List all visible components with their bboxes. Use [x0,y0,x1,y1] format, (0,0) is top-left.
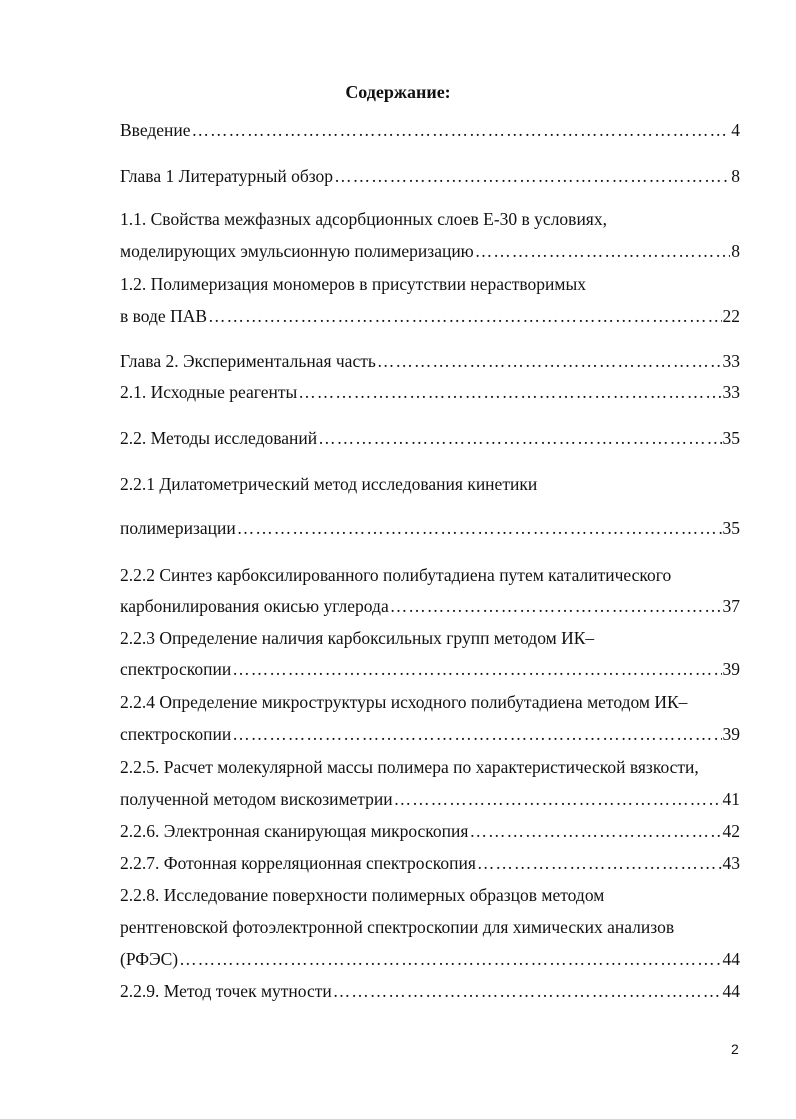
toc-entry-page: 35 [722,428,740,448]
dot-leader [394,788,722,810]
toc-entry-page: 39 [722,659,740,679]
toc-entry-page: 44 [722,981,740,1001]
dot-leader [477,852,722,874]
toc-entry-2-2-3 [120,658,740,680]
toc-entry-label: (РФЭС) [120,949,179,969]
toc-entry-page: 35 [722,518,740,538]
toc-entry-page: 33 [722,351,740,371]
dot-leader [475,240,730,262]
dot-leader [179,948,721,970]
toc-entry-label: 2.2.9. Метод точек мутности [120,981,332,1001]
page-number: 2 [731,1041,739,1057]
toc-entry-chapter-1 [120,165,740,187]
toc-entry-2-2-2-line-1: 2.2.2 Синтез карбоксилированного полибутадиена путем каталитического [120,565,672,585]
toc-entry-page: 33 [722,382,740,402]
toc-entry-page: 43 [722,853,740,873]
toc-entry-2-2-4-line-1: 2.2.4 Определение микроструктуры исходного полибутадиена методом ИК– [120,692,688,712]
toc-entry-2-2-8 [120,948,740,970]
toc-entry-label: спектроскопии [120,724,232,744]
dot-leader [333,980,722,1002]
toc-entry-label: Глава 1 Литературный обзор [120,166,334,186]
dot-leader [318,427,721,449]
toc-entry-2-2-8-line-1: 2.2.8. Исследование поверхности полимерных образцов методом [120,885,605,905]
toc-entry-1-1 [120,240,740,262]
dot-leader [208,305,721,327]
toc-entry-1-2-line-1: 1.2. Полимеризация мономеров в присутствии нерастворимых [120,274,586,294]
dot-leader [469,820,721,842]
dot-leader [298,381,721,403]
toc-entry-page: 22 [722,306,740,326]
dot-leader [232,658,721,680]
toc-entry-2-2-7 [120,852,740,874]
toc-entry-2-2-8-line-2: рентгеновской фотоэлектронной спектроскопии для химических анализов [120,917,675,937]
toc-entry-introduction [120,119,740,141]
toc-entry-label: Введение [120,120,191,140]
toc-entry-2-2-5-line-1: 2.2.5. Расчет молекулярной массы полимера по характеристической вязкости, [120,757,699,777]
toc-entry-chapter-2 [120,350,740,372]
toc-entry-page: 37 [722,596,740,616]
toc-title: Содержание: [345,82,451,102]
toc-entry-label: 2.1. Исходные реагенты [120,382,298,402]
toc-entry-page: 8 [731,241,740,261]
toc-entry-2-2-4 [120,723,740,745]
toc-entry-2-2-2 [120,595,740,617]
dot-leader [232,723,721,745]
toc-entry-label: 2.2.7. Фотонная корреляционная спектроскопия [120,853,476,873]
toc-entry-label: 2.2. Методы исследований [120,428,318,448]
toc-entry-2-2-3-line-1: 2.2.3 Определение наличия карбоксильных групп методом ИК– [120,628,595,648]
toc-entry-2-2-6 [120,820,740,842]
dot-leader [377,350,722,372]
toc-entry-2-2-1 [120,517,740,539]
toc-entry-page: 39 [722,724,740,744]
toc-entry-2-2-1-line-1: 2.2.1 Дилатометрический метод исследования кинетики [120,474,538,494]
toc-entry-label: моделирующих эмульсионную полимеризацию [120,241,474,261]
dot-leader [192,119,731,141]
toc-entry-label: 2.2.6. Электронная сканирующая микроскопия [120,821,469,841]
toc-entry-label: полученной методом вискозиметрии [120,789,393,809]
toc-entry-2-2-5 [120,788,740,810]
toc-entry-label: карбонилирования окисью углерода [120,596,389,616]
toc-entry-page: 4 [731,120,740,140]
toc-entry-page: 41 [722,789,740,809]
toc-entry-page: 42 [722,821,740,841]
toc-entry-2-2 [120,427,740,449]
toc-entry-2-2-9 [120,980,740,1002]
toc-entry-label: полимеризации [120,518,236,538]
toc-entry-2-1 [120,381,740,403]
toc-entry-page: 8 [731,166,740,186]
toc-entry-label: в воде ПАВ [120,306,208,326]
dot-leader [390,595,722,617]
dot-leader [237,517,722,539]
toc-entry-label: спектроскопии [120,659,232,679]
toc-entry-1-1-line-1: 1.1. Свойства межфазных адсорбционных слоев Е-30 в условиях, [120,209,607,229]
toc-entry-label: Глава 2. Экспериментальная часть [120,351,376,371]
dot-leader [334,165,730,187]
toc-entry-page: 44 [722,949,740,969]
toc-entry-1-2 [120,305,740,327]
